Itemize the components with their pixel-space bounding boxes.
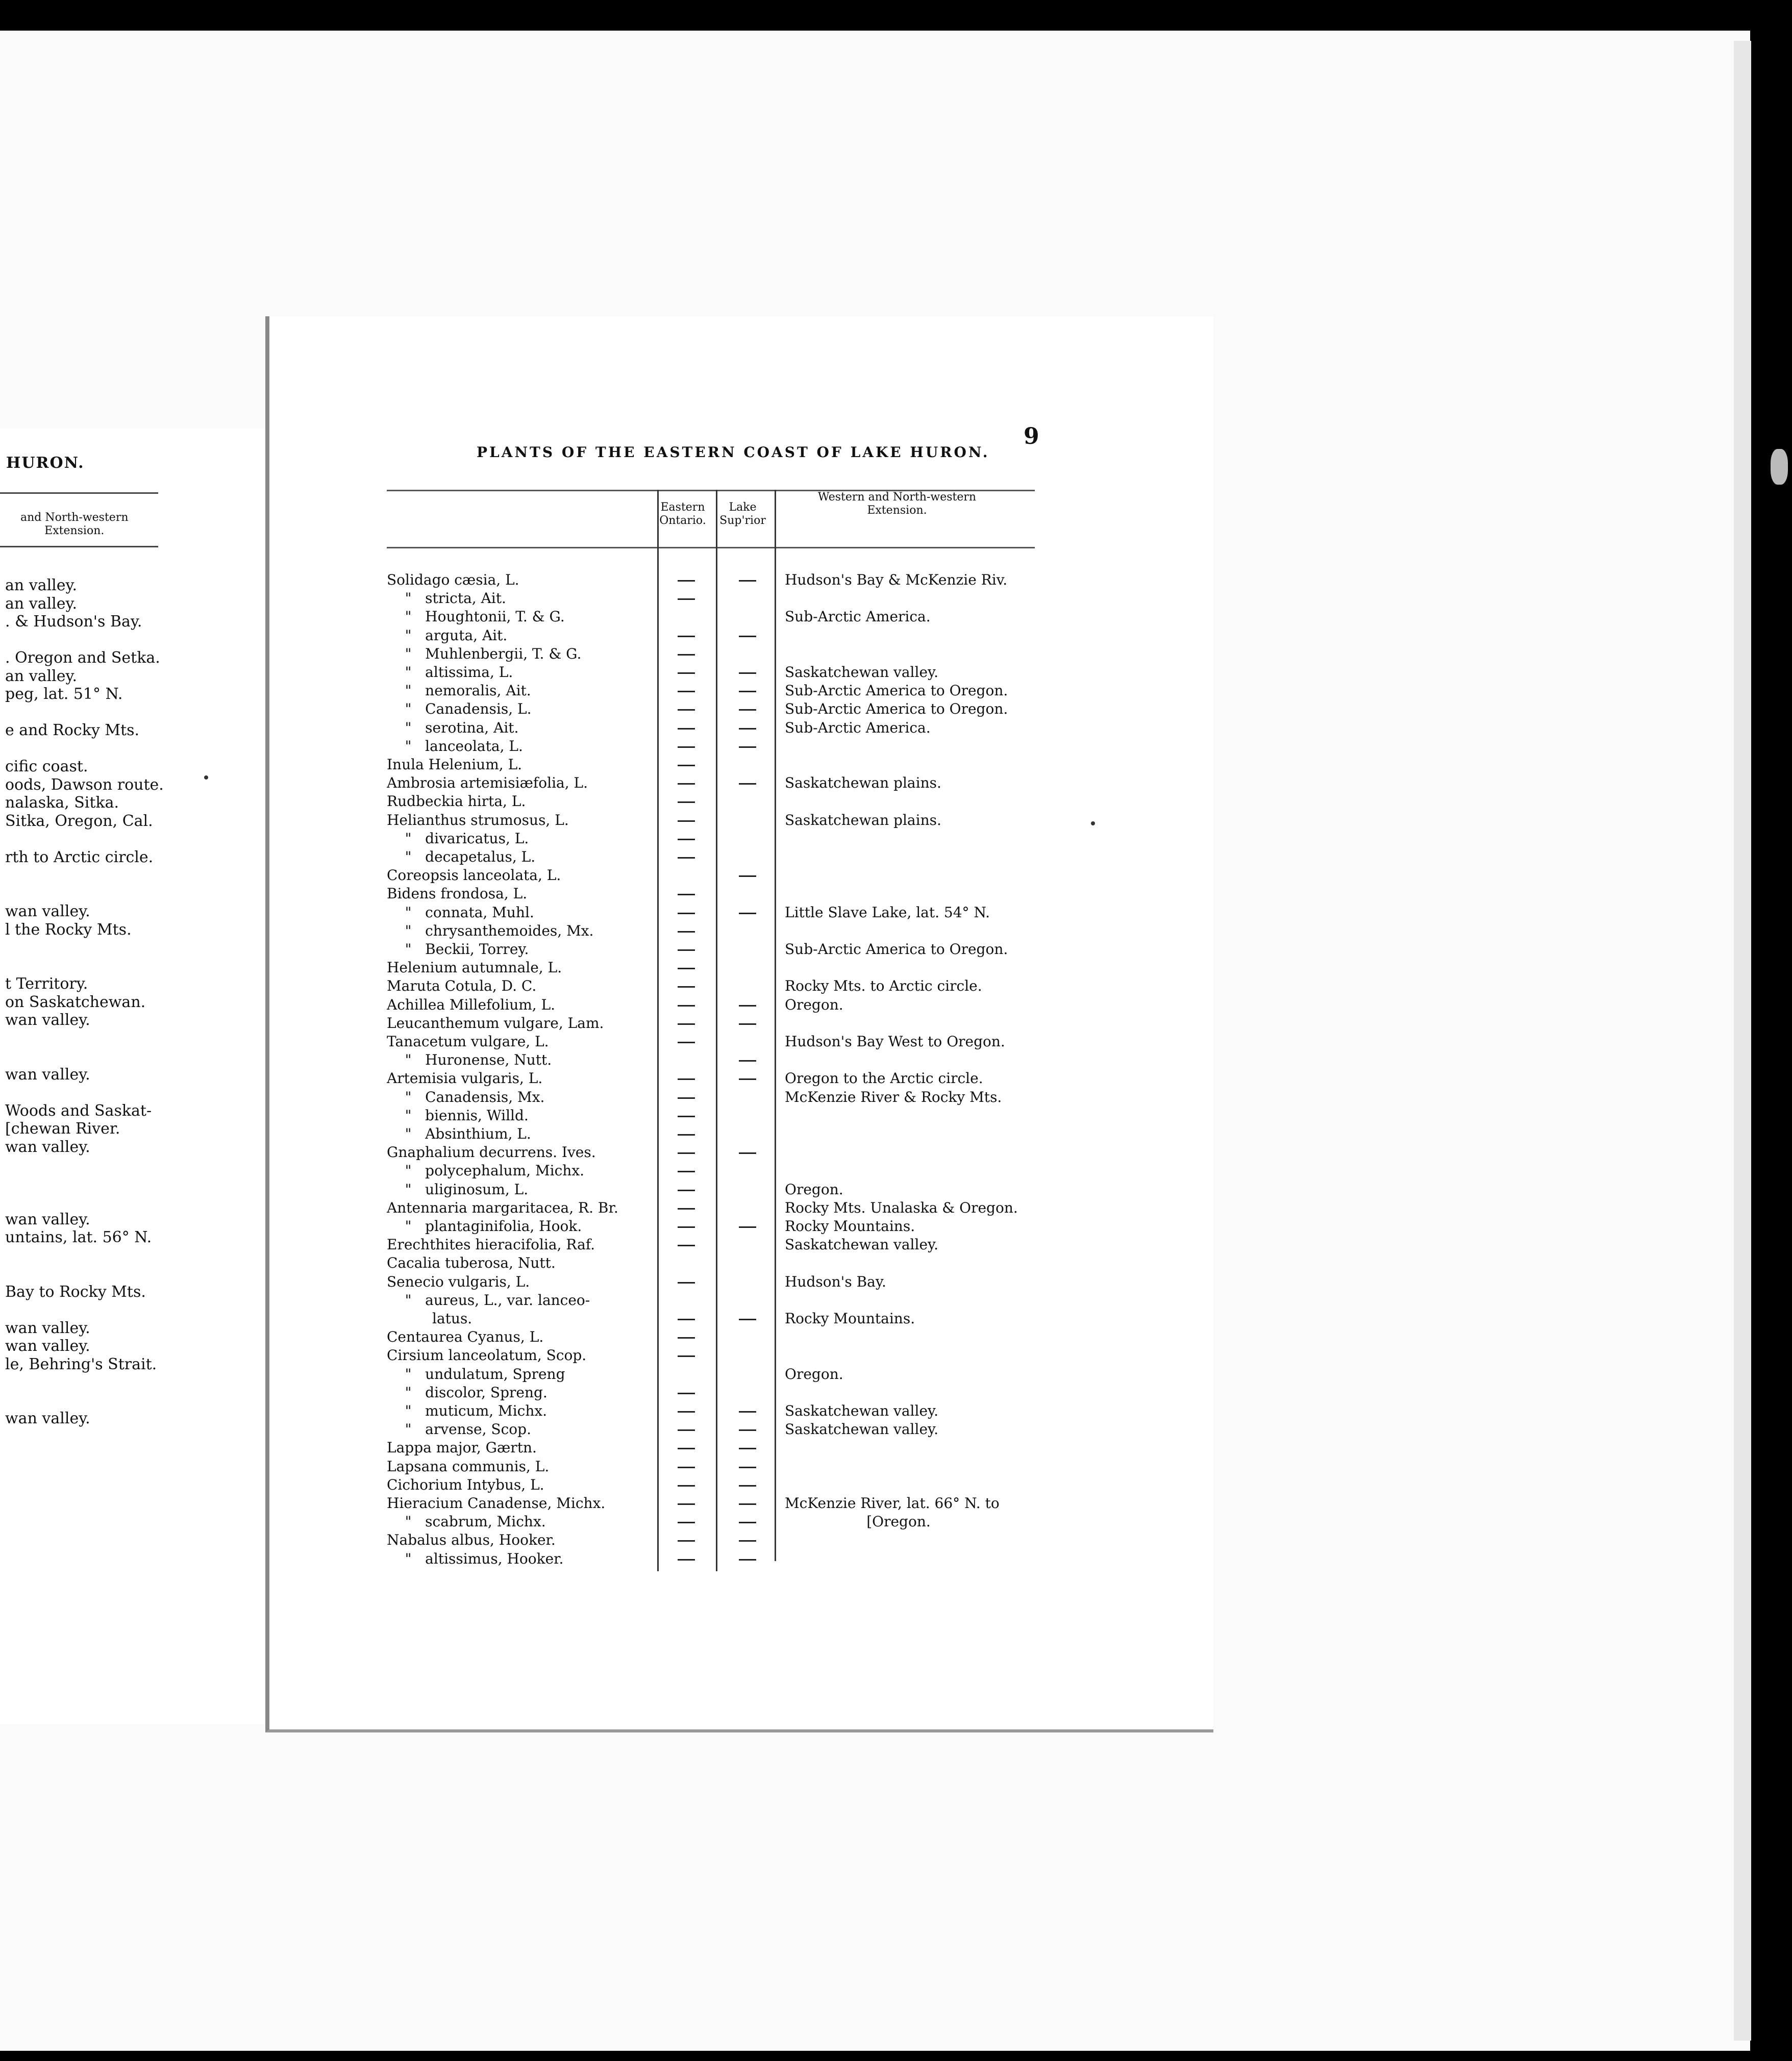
eastern-ontario-mark (678, 580, 695, 582)
table-row (387, 977, 1101, 996)
eastern-ontario-mark (678, 839, 695, 840)
eastern-ontario-mark (678, 1042, 695, 1043)
western-range: Saskatchewan plains. (785, 774, 941, 792)
table-row (387, 1495, 1101, 1513)
eastern-ontario-mark (678, 672, 695, 674)
eastern-ontario-mark (678, 1023, 695, 1025)
left-text-line: t Territory. (5, 975, 88, 993)
table-row (387, 774, 1101, 793)
left-text-line: an valley. (5, 594, 78, 613)
left-text-line: an valley. (5, 667, 78, 685)
left-text-line: on Saskatchewan. (5, 993, 146, 1011)
eastern-ontario-mark (678, 691, 695, 692)
table-row (387, 1402, 1101, 1421)
eastern-ontario-mark (678, 1319, 695, 1320)
lake-superior-mark (739, 728, 756, 730)
species-name: " aureus, L., var. lanceo- (387, 1291, 590, 1309)
species-name: Hieracium Canadense, Michx. (387, 1495, 606, 1512)
table-row (387, 1384, 1101, 1402)
left-text-line: wan valley. (5, 902, 90, 920)
column-header-line: Eastern (660, 501, 705, 514)
western-range: Saskatchewan valley. (785, 1236, 939, 1253)
species-name: Solidago cæsia, L. (387, 571, 519, 588)
left-text-line: wan valley. (5, 1319, 90, 1337)
left-text-line: peg, lat. 51° N. (5, 685, 123, 703)
table-row (387, 1107, 1101, 1125)
species-name: " nemoralis, Ait. (387, 682, 531, 699)
left-text-line: untains, lat. 56° N. (5, 1228, 152, 1246)
species-name: Tanacetum vulgare, L. (387, 1033, 549, 1050)
lake-superior-mark (739, 875, 756, 877)
eastern-ontario-mark (678, 986, 695, 988)
table-row (387, 812, 1101, 830)
western-range: Saskatchewan valley. (785, 664, 939, 681)
header-rule (387, 547, 1035, 548)
table-row (387, 1236, 1101, 1254)
table-row (387, 1070, 1101, 1088)
table-row (387, 830, 1101, 848)
species-name: Bidens frondosa, L. (387, 885, 528, 902)
table-row (387, 571, 1101, 590)
table-row (387, 1531, 1101, 1550)
species-name: " Houghtonii, T. & G. (387, 608, 565, 625)
eastern-ontario-mark (678, 1282, 695, 1284)
table-row (387, 664, 1101, 682)
left-page-fragment (0, 429, 294, 1724)
species-name: Rudbeckia hirta, L. (387, 793, 526, 810)
eastern-ontario-mark (678, 636, 695, 637)
column-header-line: Extension. (867, 504, 927, 517)
column-header-lake (713, 501, 772, 527)
western-range: Saskatchewan valley. (785, 1421, 939, 1438)
western-range: McKenzie River, lat. 66° N. to (785, 1495, 1000, 1512)
western-range: Saskatchewan valley. (785, 1402, 939, 1419)
species-name: Achillea Millefolium, L. (387, 996, 556, 1013)
species-name: " biennis, Willd. (387, 1107, 529, 1124)
species-name: " decapetalus, L. (387, 848, 536, 865)
lake-superior-mark (739, 580, 756, 582)
western-range: Oregon. (785, 1365, 843, 1383)
species-name: " plantaginifolia, Hook. (387, 1218, 582, 1235)
lake-superior-mark (739, 783, 756, 785)
species-name: Senecio vulgaris, L. (387, 1273, 530, 1290)
speck (204, 775, 208, 780)
table-row (387, 1181, 1101, 1199)
left-text-line: e and Rocky Mts. (5, 721, 140, 739)
table-row (387, 1347, 1101, 1365)
species-name: Cacalia tuberosa, Nutt. (387, 1254, 556, 1272)
species-name: Artemisia vulgaris, L. (387, 1070, 543, 1087)
eastern-ontario-mark (678, 1226, 695, 1228)
eastern-ontario-mark (678, 1005, 695, 1007)
species-name: Inula Helenium, L. (387, 756, 522, 773)
lake-superior-mark (739, 1005, 756, 1007)
table-row (387, 1125, 1101, 1144)
table-row (387, 608, 1101, 626)
species-name: " scabrum, Michx. (387, 1513, 546, 1530)
eastern-ontario-mark (678, 746, 695, 748)
table-row (387, 1328, 1101, 1347)
lake-superior-mark (739, 1522, 756, 1523)
left-text-line: nalaska, Sitka. (5, 794, 119, 812)
eastern-ontario-mark (678, 913, 695, 914)
table-row (387, 959, 1101, 977)
eastern-ontario-mark (678, 1522, 695, 1523)
eastern-ontario-mark (678, 1467, 695, 1468)
column-header-eastern (655, 501, 711, 527)
species-name: Nabalus albus, Hooker. (387, 1531, 556, 1549)
species-name: Erechthites hieracifolia, Raf. (387, 1236, 595, 1253)
eastern-ontario-mark (678, 1485, 695, 1487)
table-row (387, 1089, 1101, 1107)
book-page (265, 316, 1213, 1732)
species-name: " Beckii, Torrey. (387, 941, 529, 958)
table-row (387, 1199, 1101, 1218)
lake-superior-mark (739, 1319, 756, 1320)
species-name: Ambrosia artemisiæfolia, L. (387, 774, 588, 792)
table-row (387, 1310, 1101, 1328)
species-name: " arguta, Ait. (387, 626, 508, 644)
lake-superior-mark (739, 1152, 756, 1154)
western-range: Hudson's Bay. (785, 1273, 886, 1290)
species-name: latus. (387, 1310, 472, 1327)
table-row (387, 1476, 1101, 1495)
table-row (387, 682, 1101, 700)
western-range: [Oregon. (785, 1513, 931, 1530)
eastern-ontario-mark (678, 1190, 695, 1191)
lake-superior-mark (739, 1559, 756, 1561)
western-range: Saskatchewan plains. (785, 811, 941, 828)
western-range: Oregon. (785, 996, 843, 1013)
left-text-line: wan valley. (5, 1065, 90, 1084)
left-text-line: wan valley. (5, 1138, 90, 1156)
eastern-ontario-mark (678, 598, 695, 600)
eastern-ontario-mark (678, 1448, 695, 1449)
western-range: Little Slave Lake, lat. 54° N. (785, 903, 990, 921)
column-header-western (775, 491, 1019, 517)
left-text-line: Bay to Rocky Mts. (5, 1283, 146, 1301)
left-text-line: an valley. (5, 576, 78, 594)
species-name: " altissima, L. (387, 664, 513, 681)
eastern-ontario-mark (678, 894, 695, 895)
margin-mark (1771, 449, 1788, 485)
left-text-line: cific coast. (5, 758, 88, 775)
left-rule (0, 546, 158, 547)
table-row (387, 922, 1101, 941)
eastern-ontario-mark (678, 1078, 695, 1080)
eastern-ontario-mark (678, 949, 695, 951)
species-name: " undulatum, Spreng (387, 1365, 565, 1383)
table-row (387, 1292, 1101, 1310)
eastern-ontario-mark (678, 1134, 695, 1136)
eastern-ontario-mark (678, 654, 695, 656)
species-name: Maruta Cotula, D. C. (387, 977, 537, 995)
left-column-header (20, 511, 129, 538)
page-number: 9 (1024, 423, 1039, 449)
species-name: " arvense, Scop. (387, 1421, 531, 1438)
table-row (387, 1051, 1101, 1070)
eastern-ontario-mark (678, 765, 695, 766)
species-name: " discolor, Spreng. (387, 1384, 547, 1401)
table-row (387, 1033, 1101, 1051)
left-text-line: wan valley. (5, 1410, 90, 1427)
eastern-ontario-mark (678, 801, 695, 803)
species-name: " Absinthium, L. (387, 1125, 531, 1142)
western-range: Sub-Arctic America to Oregon. (785, 941, 1008, 958)
table-row (387, 1015, 1101, 1033)
lake-superior-mark (739, 1467, 756, 1468)
left-text-line: Sitka, Oregon, Cal. (5, 812, 153, 830)
column-header-line: Lake (729, 501, 757, 514)
eastern-ontario-mark (678, 1355, 695, 1357)
eastern-ontario-mark (678, 1503, 695, 1505)
table-row (387, 867, 1101, 885)
eastern-ontario-mark (678, 783, 695, 785)
eastern-ontario-mark (678, 931, 695, 933)
left-text-line: le, Behring's Strait. (5, 1355, 157, 1373)
table-row (387, 1366, 1101, 1384)
lake-superior-mark (739, 709, 756, 711)
table-row (387, 645, 1101, 664)
western-range: Hudson's Bay West to Oregon. (785, 1033, 1005, 1050)
eastern-ontario-mark (678, 820, 695, 822)
column-header-line: Sup'rior (719, 514, 766, 527)
table-row (387, 1439, 1101, 1457)
eastern-ontario-mark (678, 968, 695, 969)
western-range: Oregon to the Arctic circle. (785, 1070, 983, 1087)
table-row (387, 1162, 1101, 1180)
lake-superior-mark (739, 1060, 756, 1062)
lake-superior-mark (739, 1411, 756, 1413)
eastern-ontario-mark (678, 728, 695, 730)
species-name: " connata, Muhl. (387, 903, 534, 921)
western-range: McKenzie River & Rocky Mts. (785, 1088, 1002, 1105)
lake-superior-mark (739, 913, 756, 914)
table-row (387, 885, 1101, 903)
left-column-header-line: Extension. (44, 524, 105, 537)
eastern-ontario-mark (678, 1337, 695, 1339)
lake-superior-mark (739, 1429, 756, 1431)
lake-superior-mark (739, 746, 756, 748)
eastern-ontario-mark (678, 1208, 695, 1210)
table-row (387, 1144, 1101, 1162)
left-text-line: l the Rocky Mts. (5, 920, 132, 939)
left-column-header-line: and North-western (20, 511, 129, 524)
western-range: Oregon. (785, 1180, 843, 1198)
eastern-ontario-mark (678, 1540, 695, 1542)
left-text-line: . & Hudson's Bay. (5, 613, 142, 631)
lake-superior-mark (739, 1226, 756, 1228)
table-row (387, 1550, 1101, 1569)
speck (1091, 821, 1095, 825)
species-name: Cichorium Intybus, L. (387, 1476, 544, 1493)
left-text-line: . Oregon and Setka. (5, 649, 160, 667)
species-name: Helenium autumnale, L. (387, 959, 562, 976)
eastern-ontario-mark (678, 857, 695, 859)
species-name: Cirsium lanceolatum, Scop. (387, 1347, 587, 1364)
table-row (387, 590, 1101, 608)
species-name: " Canadensis, L. (387, 700, 532, 718)
table-row (387, 627, 1101, 645)
lake-superior-mark (739, 1485, 756, 1487)
eastern-ontario-mark (678, 1411, 695, 1413)
sheet-edge (1734, 41, 1751, 2041)
species-name: Lapsana communis, L. (387, 1457, 550, 1475)
species-name: " polycephalum, Michx. (387, 1162, 585, 1179)
table-row (387, 793, 1101, 811)
left-text-line: wan valley. (5, 1011, 90, 1029)
western-range: Rocky Mountains. (785, 1218, 915, 1235)
table-row (387, 756, 1101, 774)
table-row (387, 1273, 1101, 1292)
table-row (387, 719, 1101, 738)
species-name: " Canadensis, Mx. (387, 1088, 545, 1105)
left-running-head: HURON. (6, 454, 85, 472)
table-row (387, 1218, 1101, 1236)
table-row (387, 700, 1101, 719)
table-row (387, 1421, 1101, 1439)
left-text-line: wan valley. (5, 1337, 90, 1355)
lake-superior-mark (739, 691, 756, 692)
western-range: Sub-Arctic America. (785, 608, 931, 625)
table-row (387, 1458, 1101, 1476)
species-name: " Huronense, Nutt. (387, 1051, 552, 1069)
species-name: " Muhlenbergii, T. & G. (387, 645, 582, 662)
species-name: " altissimus, Hooker. (387, 1550, 564, 1567)
western-range: Rocky Mts. Unalaska & Oregon. (785, 1199, 1018, 1216)
table-row (387, 738, 1101, 756)
left-text-line: [chewan River. (5, 1120, 120, 1138)
western-range: Sub-Arctic America to Oregon. (785, 682, 1008, 699)
western-range: Hudson's Bay & McKenzie Riv. (785, 571, 1008, 588)
western-range: Rocky Mountains. (785, 1310, 915, 1327)
running-head: PLANTS OF THE EASTERN COAST OF LAKE HURON. (477, 444, 990, 461)
eastern-ontario-mark (678, 1245, 695, 1246)
species-name: Lappa major, Gærtn. (387, 1439, 537, 1456)
column-header-line: Western and North-western (817, 491, 977, 504)
eastern-ontario-mark (678, 1393, 695, 1394)
left-text-line: wan valley. (5, 1210, 90, 1228)
species-name: " muticum, Michx. (387, 1402, 547, 1419)
western-range: Sub-Arctic America to Oregon. (785, 700, 1008, 718)
species-name: Centaurea Cyanus, L. (387, 1328, 544, 1346)
table-row (387, 848, 1101, 867)
eastern-ontario-mark (678, 709, 695, 711)
table-row (387, 996, 1101, 1015)
left-text-line: Woods and Saskat- (5, 1101, 152, 1120)
lake-superior-mark (739, 1023, 756, 1025)
species-name: " uliginosum, L. (387, 1180, 529, 1198)
left-text-line: rth to Arctic circle. (5, 848, 154, 866)
table-row (387, 904, 1101, 922)
table-row (387, 941, 1101, 959)
eastern-ontario-mark (678, 1116, 695, 1117)
lake-superior-mark (739, 636, 756, 637)
column-header-line: Ontario. (659, 514, 706, 527)
lake-superior-mark (739, 1078, 756, 1080)
species-name: " lanceolata, L. (387, 737, 523, 755)
lake-superior-mark (739, 1540, 756, 1542)
western-range: Rocky Mts. to Arctic circle. (785, 977, 982, 995)
lake-superior-mark (739, 672, 756, 674)
eastern-ontario-mark (678, 1429, 695, 1431)
species-name: Helianthus strumosus, L. (387, 811, 569, 828)
table-row (387, 1254, 1101, 1273)
lake-superior-mark (739, 1448, 756, 1449)
eastern-ontario-mark (678, 1559, 695, 1561)
western-range: Sub-Arctic America. (785, 719, 931, 736)
eastern-ontario-mark (678, 1171, 695, 1172)
lake-superior-mark (739, 1503, 756, 1505)
species-name: Antennaria margaritacea, R. Br. (387, 1199, 618, 1216)
eastern-ontario-mark (678, 1152, 695, 1154)
species-name: Coreopsis lanceolata, L. (387, 867, 561, 884)
left-rule (0, 492, 158, 494)
left-text-line: oods, Dawson route. (5, 775, 164, 794)
table-row (387, 1513, 1101, 1531)
species-name: " serotina, Ait. (387, 719, 519, 736)
eastern-ontario-mark (678, 1097, 695, 1099)
species-name: Gnaphalium decurrens. Ives. (387, 1144, 596, 1161)
species-name: Leucanthemum vulgare, Lam. (387, 1014, 604, 1032)
species-name: " chrysanthemoides, Mx. (387, 922, 594, 939)
species-name: " divaricatus, L. (387, 830, 529, 847)
species-name: " stricta, Ait. (387, 590, 506, 607)
